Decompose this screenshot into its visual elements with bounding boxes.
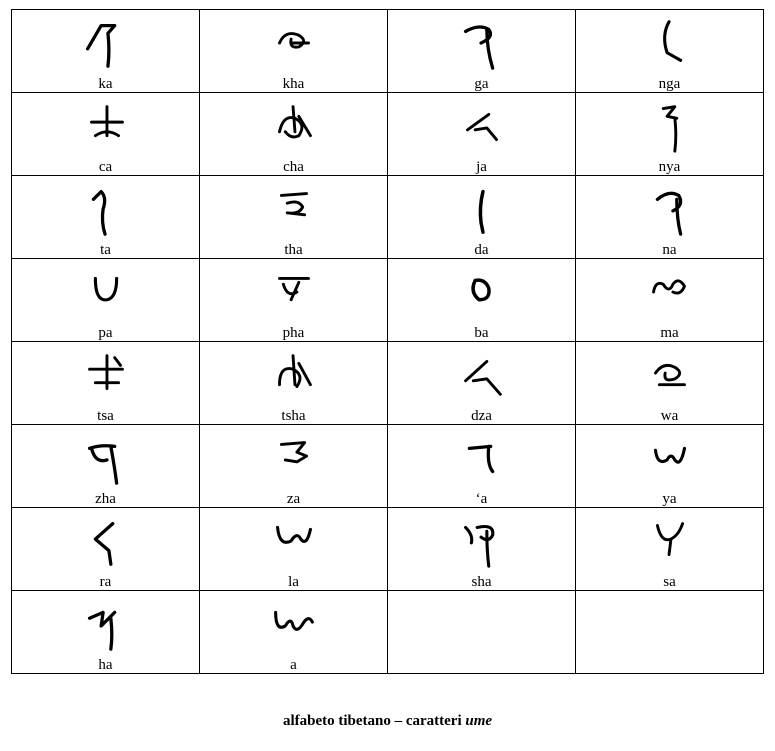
letter-cell — [200, 93, 388, 176]
table-row — [12, 93, 764, 176]
letter-name: ta — [100, 242, 111, 258]
caption-text: alfabeto tibetano – caratteri — [282, 713, 466, 729]
letter-cell — [12, 10, 200, 93]
tsa-glyph-icon — [12, 344, 199, 406]
table-row — [12, 10, 764, 93]
letter-cell — [200, 259, 388, 342]
letter-name: ja — [476, 159, 487, 175]
letter-cell — [200, 176, 388, 259]
letter-name: da — [474, 242, 489, 258]
letter-cell — [200, 342, 388, 425]
letter-name: ma — [660, 325, 679, 341]
letter-name: wa — [660, 408, 679, 424]
ba-glyph-icon — [388, 261, 575, 323]
letter-name: dza — [471, 408, 492, 424]
letter-name: nya — [658, 159, 681, 175]
pa-glyph-icon — [12, 261, 199, 323]
na-glyph-icon — [576, 178, 763, 240]
letter-cell — [576, 259, 764, 342]
letter-name: tha — [284, 242, 303, 258]
letter-cell — [12, 93, 200, 176]
letter-cell — [200, 10, 388, 93]
letter-cell — [12, 591, 200, 674]
letter-name: tsha — [281, 408, 306, 424]
tha-glyph-icon — [200, 178, 387, 240]
letter-cell — [388, 176, 576, 259]
letter-name: tsa — [97, 408, 114, 424]
ya-glyph-icon — [576, 427, 763, 489]
table-row — [12, 425, 764, 508]
nya-glyph-icon — [576, 95, 763, 157]
ka-glyph-icon — [12, 12, 199, 74]
ra-glyph-icon — [12, 510, 199, 572]
letter-name: sha — [471, 574, 492, 590]
da-glyph-icon — [388, 178, 575, 240]
letter-name: ra — [99, 574, 112, 590]
zha-glyph-icon — [12, 427, 199, 489]
letter-cell — [576, 425, 764, 508]
letter-name: ga — [474, 76, 489, 92]
letter-name: ka — [98, 76, 113, 92]
letter-cell — [12, 508, 200, 591]
letter-cell — [388, 259, 576, 342]
la-glyph-icon — [200, 510, 387, 572]
letter-name: ca — [98, 159, 113, 175]
caption-italic: ume — [465, 713, 493, 729]
letter-cell — [200, 425, 388, 508]
alphabet-table — [11, 9, 764, 674]
letter-cell — [12, 425, 200, 508]
letter-cell — [12, 342, 200, 425]
letter-name: ya — [662, 491, 677, 507]
letter-cell — [576, 342, 764, 425]
letter-cell — [576, 176, 764, 259]
letter-name: cha — [283, 159, 304, 175]
letter-name: pa — [98, 325, 113, 341]
table-row — [12, 176, 764, 259]
letter-cell — [576, 10, 764, 93]
ha-glyph-icon — [12, 593, 199, 655]
sa-glyph-icon — [576, 510, 763, 572]
kha-glyph-icon — [200, 12, 387, 74]
letter-cell — [388, 93, 576, 176]
nga-glyph-icon — [576, 12, 763, 74]
letter-name: ‘a — [475, 491, 488, 507]
letter-name: sa — [663, 574, 676, 590]
table-row — [12, 591, 764, 674]
letter-name: kha — [282, 76, 305, 92]
letter-cell — [200, 508, 388, 591]
ga-glyph-icon — [388, 12, 575, 74]
letter-name: ba — [474, 325, 489, 341]
tsha-glyph-icon — [200, 344, 387, 406]
ca-glyph-icon — [12, 95, 199, 157]
ta-glyph-icon — [12, 178, 199, 240]
ma-glyph-icon — [576, 261, 763, 323]
letter-cell — [388, 508, 576, 591]
dza-glyph-icon — [388, 344, 575, 406]
caption — [0, 713, 775, 730]
a-chung-glyph-icon — [388, 427, 575, 489]
empty-cell — [576, 591, 764, 674]
letter-name: ha — [98, 657, 113, 673]
letter-cell — [576, 93, 764, 176]
cha-glyph-icon — [200, 95, 387, 157]
letter-cell — [388, 425, 576, 508]
a-glyph-icon — [200, 593, 387, 655]
letter-cell — [12, 259, 200, 342]
sha-glyph-icon — [388, 510, 575, 572]
letter-name: nga — [658, 76, 681, 92]
letter-cell — [388, 10, 576, 93]
table-row — [12, 508, 764, 591]
letter-name: za — [286, 491, 301, 507]
wa-glyph-icon — [576, 344, 763, 406]
letter-cell — [388, 342, 576, 425]
letter-name: pha — [282, 325, 305, 341]
letter-name: la — [288, 574, 299, 590]
table-row — [12, 342, 764, 425]
table-row — [12, 259, 764, 342]
pha-glyph-icon — [200, 261, 387, 323]
letter-cell — [576, 508, 764, 591]
za-glyph-icon — [200, 427, 387, 489]
letter-name: na — [662, 242, 677, 258]
letter-name: zha — [95, 491, 116, 507]
empty-cell — [388, 591, 576, 674]
letter-cell — [200, 591, 388, 674]
letter-name: a — [290, 657, 297, 673]
ja-glyph-icon — [388, 95, 575, 157]
letter-cell — [12, 176, 200, 259]
